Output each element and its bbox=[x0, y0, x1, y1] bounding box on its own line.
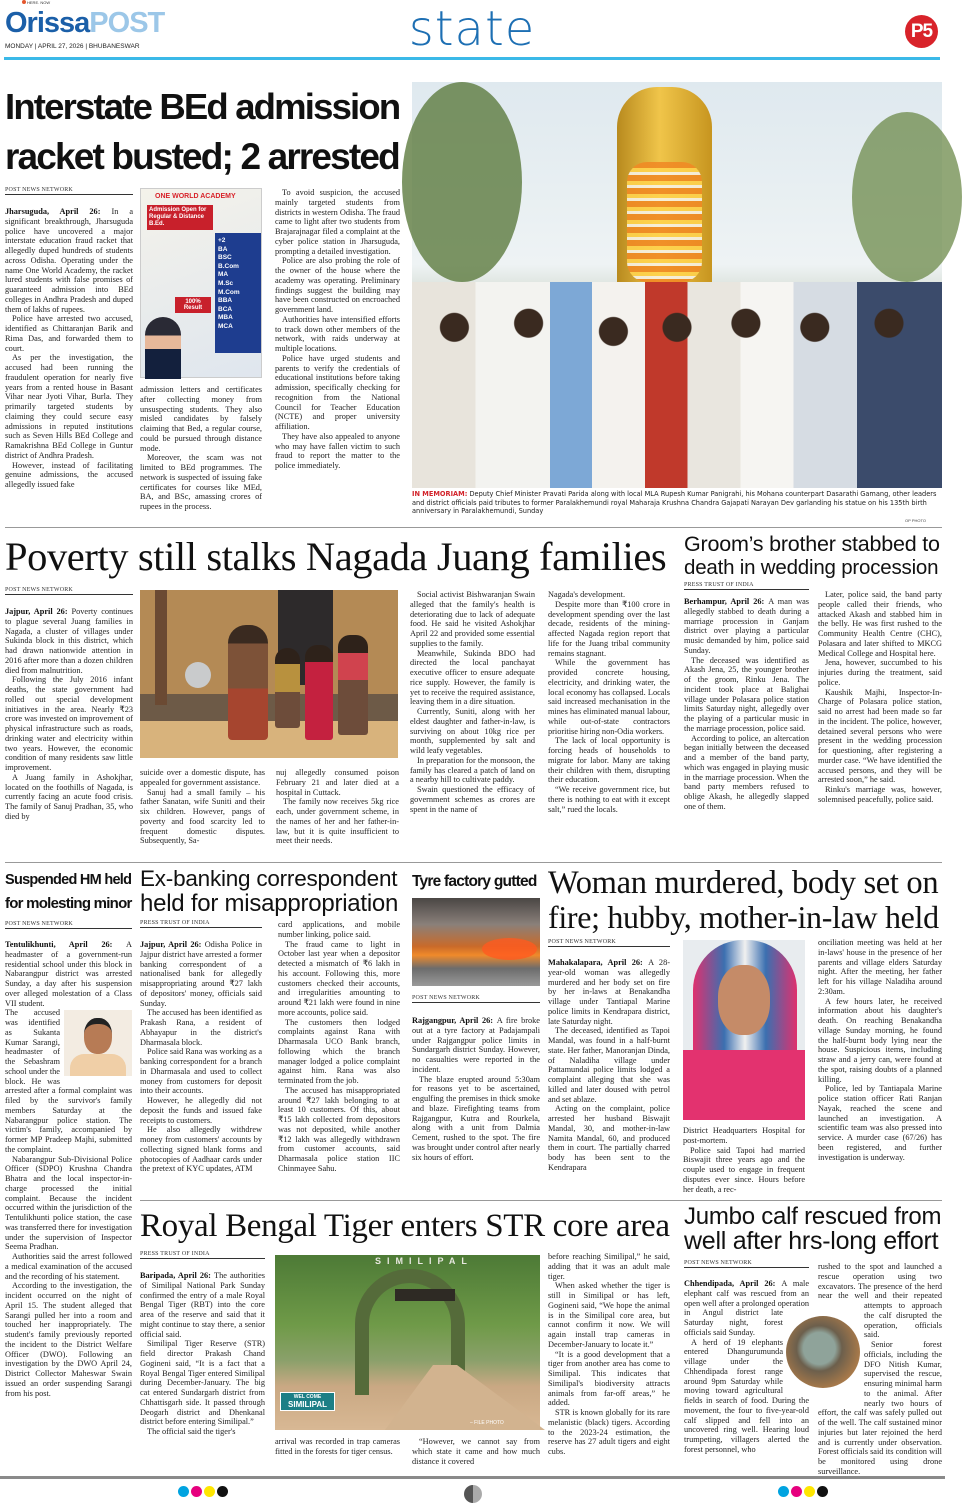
logo-tag bbox=[22, 0, 50, 6]
article-column bbox=[276, 768, 399, 854]
paragraph: Rinku's marriage was, however, solemnised peacefully, police said. bbox=[818, 785, 942, 804]
dateline: Baripada, April 26: bbox=[140, 1271, 214, 1280]
headline-line: death in wedding procession bbox=[684, 556, 939, 579]
course: B.Com bbox=[218, 262, 239, 270]
headline bbox=[684, 533, 942, 579]
paragraph: The blaze erupted around 5:30am for reasons yet to be ascertained, engulfing the premises in thick smoke and blaze. Firefighting teams from Rajgangpur, Kutra and Rourkela, along with a unit from Dalmia Cement, rushed to the spot. The fire was brought under control after nearly six hours of effort. bbox=[412, 1074, 540, 1162]
paragraph: A few hours later, he received information about his daughter's death. On reaching Benakandha village Sunday morning, he found the half-burnt body lying near the house. Suspicious items, including straw and a jerry can, were found at the spot, raising doubts of a planned killing. bbox=[818, 996, 942, 1084]
paragraph: “We receive government rice, but there is nothing to eat with it except salt,” rued the locals. bbox=[548, 785, 670, 814]
article-column bbox=[275, 1437, 400, 1469]
paragraph: Meanwhile, Sukinda BDO had directed the local panchayat executive officer to ensure adequate rice supply. However, the family is yet to receive the required assistance, leaving them in a dire situation. bbox=[410, 648, 535, 707]
course: MA bbox=[218, 271, 229, 279]
registration-dot bbox=[191, 1486, 202, 1497]
paragraph: According to police, an altercation began initially between the deceased and a member of the band party, which was engaged in playing music in the marriage procession. When the band party members refused to oblige Akash, he allegedly slapped one of them. bbox=[684, 733, 809, 811]
paragraph: admission letters and certificates after collecting money from unsuspecting students. They also misled candidates by falsely claiming that Bed, a regular course, could be pursued through distance mode. bbox=[140, 385, 262, 453]
water-pot bbox=[185, 662, 211, 688]
paragraph: Jajpur, April 26: Poverty continues to plague several Juang families in Nagada, a cluster of villages under Sukinda block in this district, which had drawn nationwide attention in 2016 after more than a dozen children died from malnutrition. bbox=[5, 607, 133, 675]
headline-line: for molesting minor bbox=[5, 895, 132, 912]
paragraph: Rajgangpur, April 26: A fire broke out at a tyre factory at Padajampali under Rajgangpur police limits in Sundargarh district Sunday. However, no casualties were reported in the incident. bbox=[412, 1016, 540, 1074]
paragraph: Currently, Suniti, along with her eldest daughter and father-in-law, is surviving on about 10kg rice per month, supplemented by salt and wild leafy vegetables. bbox=[410, 707, 535, 755]
headline bbox=[412, 868, 540, 896]
byline: PRESS TRUST OF INDIA bbox=[140, 1251, 265, 1259]
headline-line: Woman murdered, body set on bbox=[548, 865, 939, 901]
article-column bbox=[410, 590, 535, 854]
headline bbox=[140, 866, 400, 916]
article-column bbox=[548, 958, 670, 1196]
paragraph: Swain questioned the efficacy of government schemes as crores are spent in the name of bbox=[410, 785, 535, 814]
dateline: Mahakalapara, April 26: bbox=[548, 958, 649, 967]
paragraph: The lack of local opportunity is forcing heads of households to migrate for labor. Many are taking their children with them, disrupting their education. bbox=[548, 736, 670, 785]
memoriam-photo bbox=[412, 82, 942, 488]
paragraph: However, he allegedly did not deposit the funds and issued fake receipts to customers. bbox=[140, 1096, 262, 1125]
paragraph: Similipal Tiger Reserve (STR) field director Prakash Chand Gogineni said, “It is a fact that a Royal Bengal Tiger entered Similipal during December-January. The big cat entered Sundargarh district from Chhattisgarh side. It passed through Deogarh district and Dhenkanal district before entering Similipal.” bbox=[140, 1339, 265, 1427]
paragraph: arrival was recorded in trap cameras fitted in the forests for tiger census. bbox=[275, 1437, 400, 1456]
paragraph: To avoid suspicion, the accused mainly targeted students from districts in western Odisha. The fraud came to light after two students from Brajarajnagar filed a complaint at the cyber police station in Jharsuguda, prompting a detailed investigation. bbox=[275, 188, 400, 256]
article-column bbox=[548, 590, 670, 854]
headline-line: Groom’s brother stabbed to bbox=[684, 532, 940, 556]
woman-with-child bbox=[228, 625, 268, 740]
gate-board bbox=[395, 1289, 455, 1301]
paragraph: Later, police said, the band party people called their friends, who attacked Akash and stabbed him in the belly. He was first rushed to the Community Health Centre (CHC), Polasara and later shifted to MKCG Medical College and Hospital here. bbox=[818, 590, 942, 658]
paragraph: While the government has provided concrete housing, electricity, and drinking water, the local economy has collapsed. Locals said increased mechanisation in the mines has eliminated manual labour, while out-of-state contractors prioritise hiring non-Odia workers. bbox=[548, 658, 670, 736]
welcome-sign-line: WEL COME bbox=[293, 1394, 322, 1400]
paragraph: The deceased was identified as Akash Jena, 25, the younger brother of the groom, Rinku Jena. The incident took place at Balighai village under Polasara police station limits Saturday night, allegedly over the playing of a particular music in the marriage procession, police said. bbox=[684, 655, 809, 733]
child bbox=[305, 645, 333, 740]
welcome-sign bbox=[280, 1392, 335, 1411]
course: MCA bbox=[218, 322, 233, 330]
headline bbox=[5, 82, 403, 182]
byline: POST NEWS NETWORK bbox=[5, 187, 133, 195]
paragraph: suicide over a domestic dispute, has appealed for government assistance. bbox=[140, 768, 265, 787]
registration-dot bbox=[804, 1486, 815, 1497]
headline bbox=[140, 1204, 670, 1248]
logo-dot-icon bbox=[22, 0, 26, 4]
paragraph: Mahakalapara, April 26: A 28-year-old woman was allegedly murdered and her body set on fire by her in-laws at Benakandha village under Tantiapal Marine police limits in Kendrapara district, late Saturday night. bbox=[548, 958, 670, 1026]
article-column bbox=[5, 207, 133, 523]
headline-line: Poverty still stalks Nagada Juang families bbox=[5, 534, 667, 579]
paragraph: The accused was identified as Sukanta Kumar Sarangi, headmaster of the Sebashram school under the block. He was arrested after a formal complaint was filed by the survivor's family members Saturday at the Nabarangpur police station. The victim's family, accompanied by former MP Pradeep Majhi, submitted the complaint. bbox=[5, 1008, 132, 1154]
article-column bbox=[548, 1252, 670, 1470]
paragraph: A herd of 19 elephants entered Dhangurumunda village under the Chhendipada forest range around 9pm Saturday while moving toward agricultural fields in search of food. During the movement, the four to five-year-old calf slipped and fell into an uncovered ring well. Hearing loud trumpeting, villagers alerted the forest personnel, who bbox=[684, 1337, 809, 1454]
article-column bbox=[684, 597, 809, 855]
photo-credit: – FILE PHOTO bbox=[470, 1420, 504, 1426]
paragraph: Police said Tapoi had married Biswajit three years ago and the couple used to engage in frequent disputes ever since. Hours before her death, a rec- bbox=[683, 1145, 805, 1194]
headline bbox=[684, 1205, 942, 1253]
paragraph: Following the July 2016 infant deaths, the state government had rolled out special development initiatives in the area. Nearly ₹23 crore was invested on improvement of physical infrastructure such as roads, drinking water and electricity within two years. However, the economic condition of many residents saw little improvement. bbox=[5, 675, 133, 772]
paragraph: The family now receives 5kg rice each, under government scheme, in the names of her and her father-in-law, but it is quite insufficient to meet their needs. bbox=[276, 797, 399, 846]
article-column bbox=[5, 940, 132, 1470]
paragraph: As per the investigation, the accused had been running the fraudulent operation for nearly five years from a rented house in Basant Vihar near Jyoti Vihar, Burla. They primarily targeted students by claiming they could secure easy admissions in reputed institutions such as Seven Hills BEd College and Ramakrishna BEd College in Guntur district of Andhra Pradesh. bbox=[5, 353, 133, 460]
paragraph: The deceased, identified as Tapoi Mandal, was found in a half-burnt state. Her father, Manoranjan Dinda, of Naladiha village under Pattamundai police limits lodged a complaint alleging that she was killed and later doused with petrol and set ablaze. bbox=[548, 1026, 670, 1104]
paragraph: He also allegedly withdrew money from customers' accounts by collecting signed blank forms and photocopies of Aadhaar cards under the pretext of KYC updates, ATM bbox=[140, 1125, 262, 1174]
paragraph: They have also appealed to anyone who may have fallen victim to such fraud to report the matter to the police immediately. bbox=[275, 431, 400, 470]
headline bbox=[5, 530, 670, 584]
byline: POST NEWS NETWORK bbox=[5, 587, 133, 595]
paragraph: The official said the tiger's bbox=[147, 1427, 236, 1436]
paragraph: Social activist Bishwaranjan Swain alleged that the family's health is deteriorating due to lack of adequate food. He said he visited Ashokjhar April 22 and provided some essential supplies to the family. bbox=[410, 590, 535, 648]
paragraph: Police, led by Tantiapala Marine police station officer Rati Ranjan Nayak, reached the scene and launched an investigation. A scientific team was also pressed into service. A murder case (67/26) has been registered, and further investigation is underway. bbox=[818, 1084, 942, 1162]
elephant-calf-well-photo bbox=[786, 1316, 860, 1388]
registration-dot bbox=[817, 1486, 828, 1497]
similipal-gate-photo bbox=[275, 1255, 540, 1430]
paragraph: Authorities said the arrest followed a medical examination of the accused and the recording of his statement. bbox=[5, 1252, 132, 1281]
byline: POST NEWS NETWORK bbox=[5, 921, 132, 929]
child bbox=[338, 635, 368, 735]
registration-target bbox=[464, 1485, 482, 1503]
headline-line: Suspended HM held bbox=[5, 872, 132, 888]
tree bbox=[852, 112, 962, 282]
caption-text: Deputy Chief Minister Pravati Parida along with local MLA Rupesh Kumar Panigrahi, his Mohana counterpart Dasarathi Gamang, other leaders and district officials paid tributes to former Paralakhemundi royal Maharaja Krushna Chandra Gajapati Narayan Dev garlanding his statue on his 135th birth anniversary in Paralakhemundi, Sunday bbox=[412, 490, 937, 516]
paragraph: “It is a good development that a tiger from another area has come to Similipal. This indicates that Similipal's biodiversity attracts animals from far-off areas,” he added. bbox=[548, 1349, 670, 1408]
dateline: Chhendipada, April 26: bbox=[684, 1279, 782, 1288]
footer-rule bbox=[0, 1476, 945, 1479]
registration-dot bbox=[791, 1486, 802, 1497]
arch-sign: SIMILIPAL bbox=[375, 1256, 473, 1266]
paragraph: nuj allegedly consumed poison February 21 and later died at a hospital in Cuttack. bbox=[276, 768, 399, 797]
pillar bbox=[155, 590, 167, 705]
paragraph: rushed to the spot and launched a rescue operation using two excavators. The presence of the herd near the well and their repeated attempts to approach the calf disrupted the operation, officials said. bbox=[818, 1262, 942, 1340]
article-column bbox=[140, 768, 265, 854]
logo-tag-text: HERE. NOW bbox=[27, 0, 51, 5]
article-column bbox=[684, 1279, 809, 1471]
paragraph: Despite more than ₹100 crore in development spending over the last decade, residents of the mining-affected Nagada region report that life for the Juang tribal community remains stagnant. bbox=[548, 599, 670, 658]
paragraph: Acting on the complaint, police arrested her husband Biswajit Mandal, 30, and mother-in-law Namita Mandal, 60, and produced them in court. The partially charred body has been sent to the Kendrapara bbox=[548, 1104, 670, 1172]
headline-line: held for misappropriation bbox=[140, 890, 399, 917]
headline bbox=[548, 866, 942, 934]
paragraph: The accused has misappropriated around ₹27 lakh belonging to at least 10 customers. Of this, about ₹15 lakh collected from depositors was not deposited, while another ₹12 lakh was allegedly withdrawn from customer accounts, said Dharmasala police station IIC Chinmayee Sahu. bbox=[278, 1085, 400, 1173]
headline-line: Royal Bengal Tiger enters STR core area bbox=[140, 1208, 670, 1244]
headline-line: Interstate BEd admission bbox=[5, 86, 400, 127]
logo[interactable] bbox=[5, 7, 164, 40]
byline: PRESS TRUST OF INDIA bbox=[140, 920, 262, 928]
course: M.Sc bbox=[218, 279, 234, 287]
course: BA bbox=[218, 245, 228, 253]
shirt bbox=[70, 1054, 126, 1076]
juang-family-photo bbox=[140, 590, 398, 758]
course: +2 bbox=[218, 237, 226, 244]
dateline: Jajpur, April 26: bbox=[5, 607, 72, 616]
column-block bbox=[5, 940, 132, 1008]
issue-date: MONDAY | APRIL 27, 2026 | BHUBANESWAR bbox=[5, 43, 140, 50]
dateline: Berhampur, April 26: bbox=[684, 597, 769, 606]
paragraph: Moreover, the scam was not limited to BEd programmes. The network is suspected of issuing fake certificates for courses like MEd, BA, and BSc, amassing crores of rupees in the process. bbox=[140, 453, 262, 511]
dateline: Tentulikhunti, April 26: bbox=[5, 940, 126, 949]
paragraph: Senior forest officials, including the DFO Nitish Kumar, supervised the rescue, ensuring minimal harm to the animal. After nearly two hours of effort, the calf was safely pulled out of the well. The calf sustained minor injuries but later rejoined the herd and is currently under observation. Forest officials said its condition will be monitored using drone surveillance. bbox=[818, 1340, 942, 1476]
page-number-badge bbox=[905, 15, 938, 48]
saree bbox=[683, 1050, 805, 1120]
article-column bbox=[412, 1437, 540, 1469]
paragraph: In preparation for the monsoon, the family has cleared a patch of land on a nearby hill to cultivate paddy. bbox=[410, 755, 535, 785]
paragraph: Police have arrested two accused, identified as Chittaranjan Barik and Rima Das, and forwarded them to court. bbox=[5, 314, 133, 353]
course: BSC bbox=[218, 254, 232, 262]
logo-accent: POST bbox=[89, 7, 165, 39]
paragraph: Baripada, April 26: The authorities of Similipal National Park Sunday confirmed the entry of a male Royal Bengal Tiger (RBT) into the core area of the reserve and said that it might continue to stay there, a senior official said. bbox=[140, 1271, 265, 1339]
course: MBA bbox=[218, 314, 233, 322]
article-column bbox=[140, 1271, 265, 1469]
dateline: Rajgangpur, April 26: bbox=[412, 1016, 497, 1025]
headline-line: well after hrs-long effort bbox=[684, 1227, 939, 1255]
crowd bbox=[412, 282, 942, 488]
section-divider bbox=[5, 527, 942, 528]
paragraph: before reaching Similipal,” he said, adding that it was an adult male tiger. bbox=[548, 1252, 670, 1281]
dateline: Jharsuguda, April 26: bbox=[5, 207, 112, 216]
headline-line: racket busted; 2 arrested bbox=[5, 136, 399, 177]
paragraph: Nabarangpur Sub-Divisional Police Officer (SDPO) Krushna Chandra Bhatra and the local inspector-in-charge processed the initial complaint. Because the incident occurred within the jurisdiction of the Tentulikhunti police station, the case was transferred there for investigation under the supervision of Inspector Seema Pradhan. bbox=[5, 1154, 132, 1252]
article-column bbox=[818, 938, 942, 1196]
paragraph: The accused has been identified as Prakash Rana, a resident of Abhayapur in the district's Dharmasala block. bbox=[140, 1008, 262, 1047]
poster-banner: Admission Open for Regular & Distance B.Ed. bbox=[147, 205, 213, 230]
paragraph: “However, we cannot say from which state it came and how much distance it covered bbox=[412, 1437, 540, 1466]
paragraph: Nagada's development. bbox=[548, 590, 626, 599]
masthead-rule bbox=[4, 57, 940, 60]
masthead bbox=[0, 0, 945, 62]
paragraph: District Headquarters Hospital for post-mortem. bbox=[683, 1126, 805, 1145]
tree bbox=[402, 82, 522, 282]
poster-courses bbox=[215, 233, 261, 353]
article-column bbox=[278, 920, 400, 1196]
registration-dot bbox=[217, 1486, 228, 1497]
registration-dot bbox=[178, 1486, 189, 1497]
photo-caption bbox=[412, 490, 942, 516]
headline-line: Tyre factory gutted bbox=[412, 873, 537, 890]
paragraph: STR is known globally for its rare melanistic (black) tigers. According to the 2023-24 estimation, the reserve has 27 adult tigers and eight cubs. bbox=[548, 1408, 670, 1456]
course: M.Com bbox=[218, 288, 240, 296]
paragraph: Jena, however, succumbed to his injuries during the treatment, said police. bbox=[818, 658, 942, 687]
course: BBA bbox=[218, 297, 233, 305]
course: BCA bbox=[218, 305, 233, 313]
byline: POST NEWS NETWORK bbox=[412, 995, 540, 1003]
factory-fire-photo bbox=[412, 898, 540, 986]
registration-dot bbox=[778, 1486, 789, 1497]
paragraph: Police have urged students and parents to verify the credentials of educational institutions before taking admission, specifically checking for recognition from the National Council for Teacher Education (NCTE) and proper university affiliation. bbox=[275, 353, 400, 431]
paragraph: Sanuj had a small family – his father Sanatan, wife Suniti and their six children. However, pangs of poverty and food scarcity led to frequent domestic disputes. Subsequently, Sa- bbox=[140, 787, 265, 846]
article-column bbox=[412, 1016, 540, 1196]
paragraph: Chhendipada, April 26: A male elephant calf was rescued from an open well after a prolonged operation in Angul district late Saturday night, forest officials said Sunday. bbox=[684, 1279, 809, 1337]
byline: POST NEWS NETWORK bbox=[548, 939, 670, 947]
paragraph: Police said Rana was working as a banking correspondent for a branch in Dharmasala and used to collect money from customers for deposit into their accounts. bbox=[140, 1047, 262, 1096]
headline bbox=[5, 868, 133, 916]
article-column bbox=[275, 188, 400, 523]
byline: PRESS TRUST OF INDIA bbox=[684, 582, 809, 590]
paragraph: The fraud came to light in October last year when a depositor detected a mismatch of ₹6 lakh in his account. Following this, more customers checked their accounts, and irregularities amounting to around ₹21 lakh were found in nine more accounts, police said. bbox=[278, 939, 400, 1017]
paragraph: A Juang family in Ashokjhar, located on the foothills of Nagada, is currently facing an acute food crisis. The family of Sanuj Pradhan, 35, who died by bbox=[5, 772, 133, 821]
graduate-figure bbox=[145, 317, 181, 379]
section-divider bbox=[5, 862, 942, 863]
byline: POST NEWS NETWORK bbox=[684, 1260, 809, 1268]
welcome-sign-line: SIMILIPAL bbox=[288, 1400, 327, 1409]
paragraph: Authorities have intensified efforts to track down other members of the network, with raids underway at multiple locations. bbox=[275, 314, 400, 353]
article-column bbox=[683, 1126, 805, 1196]
paragraph: card applications, and mobile number linking, police said. bbox=[278, 920, 400, 939]
paragraph: According to the investigation, the incident occurred on the night of April 15. The student alleged that Sarangi pulled her into a room and touched her inappropriately. The student's family previously reported the incident to the District Welfare Officer (DWO). Following an investigation by the DWO April 24, District Collector Maheswar Swain issued an order suspending Sarangi from his post. bbox=[5, 1281, 132, 1398]
article-column bbox=[140, 940, 262, 1196]
page-number: P5 bbox=[910, 21, 933, 42]
paragraph: When asked whether the tiger is still in Similipal or has left, Gogineni said, “We hope the animal is in the Similipal core area, but cannot confirm it now. We will again install trap cameras in December-January to locate it.” bbox=[548, 1281, 670, 1349]
headline-line: Ex-banking correspondent bbox=[140, 866, 398, 891]
paragraph: onciliation meeting was held at her in-laws' house in the presence of her parents and village elders Saturday night. After the meeting, her father left for his village Naladiha around 2:30am. bbox=[818, 938, 942, 996]
dateline: Jajpur, April 26: bbox=[140, 940, 205, 949]
photo-credit: OP PHOTO bbox=[905, 518, 926, 523]
paragraph: However, instead of facilitating genuine admissions, the accused allegedly issued fake bbox=[5, 460, 133, 489]
caption-label: IN MEMORIAM: bbox=[412, 490, 468, 498]
flames bbox=[482, 938, 537, 960]
headline-line: fire; hubby, mother-in-law held bbox=[548, 899, 939, 935]
logo-main: Orissa bbox=[5, 7, 90, 39]
garlands bbox=[627, 162, 702, 282]
face bbox=[84, 1018, 112, 1054]
paragraph: Tentulikhunti, April 26: A headmaster of a government-run residential school under this block in Nabarangpur district was arrested Sunday, a day after his suspension over alleged molestation of a Class VII student. bbox=[5, 940, 132, 1008]
article-column bbox=[818, 590, 942, 855]
paragraph: Jharsuguda, April 26: In a significant breakthrough, Jharsuguda police have uncovered a major interstate education fraud racket that allegedly duped hundreds of students across Odisha. Operating under the name One World Academy, the racket lured students with false promises of guaranteed admission into BEd colleges in Andhra Pradesh and duped them of lakhs of rupees. bbox=[5, 207, 133, 314]
face bbox=[718, 965, 770, 1035]
headline-line: Jumbo calf rescued from bbox=[684, 1203, 942, 1230]
poster-title: ONE WORLD ACADEMY bbox=[155, 193, 236, 200]
victim-portrait-photo bbox=[683, 940, 805, 1120]
registration-dot bbox=[204, 1486, 215, 1497]
paragraph: Police are also probing the role of the owner of the house where the academy was operating. Preliminary findings suggest the building may have been constructed on encroached government land. bbox=[275, 256, 400, 314]
section-divider bbox=[140, 1200, 942, 1201]
section-title: state bbox=[408, 1, 536, 57]
paragraph: Jajpur, April 26: Odisha Police in Jajpur district have arrested a former banking correspondent of a nationalised bank for allegedly misappropriating around ₹27 lakh of depositors' money, officials said Sunday. bbox=[140, 940, 262, 1008]
paragraph: Kaushik Majhi, Inspector-In-Charge of Polasara police station, said no arrest had been made so far in the incident. The police, however, detained several persons who were present in the wedding procession for questioning, after registering a murder case. “We have identified the accused persons, and they will be arrested soon,” he said. bbox=[818, 687, 942, 785]
article-column bbox=[140, 385, 262, 523]
article-column bbox=[5, 607, 133, 853]
accused-portrait-photo bbox=[64, 1010, 132, 1076]
poster-badge: 100% Result bbox=[175, 297, 211, 313]
paragraph: Berhampur, April 26: A man was allegedly stabbed to death during a marriage procession in Ganjam district over playing a particular music demanded by him, police said Sunday. bbox=[684, 597, 809, 655]
academy-poster-photo bbox=[140, 188, 262, 378]
child bbox=[275, 648, 300, 728]
paragraph: The customers then lodged complaints against Rana with Dharmasala UCO Bank branch, following which the branch manager lodged a police complaint against him. Rana was also terminated from the job. bbox=[278, 1017, 400, 1085]
